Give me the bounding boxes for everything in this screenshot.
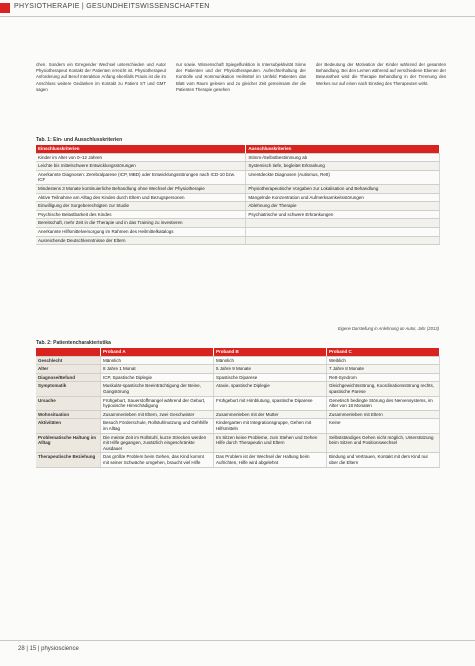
table2-header-proband-b: Proband B [214, 348, 327, 356]
table-row [36, 433, 440, 453]
table-cell: Mangelnde Konzentration und Aufmerksamkeitsstörungen [246, 193, 440, 202]
table1-header-row [36, 145, 440, 153]
table-cell: Selbstständiges Gehen nicht möglich, Unterstützung beim Sitzen und Positionswechsel [326, 433, 439, 453]
row-label: Therapeutische Beziehung [36, 453, 101, 467]
table-row [36, 419, 440, 433]
page-footer: 28 | 15 | physioscience [18, 646, 79, 652]
table-row [36, 365, 440, 374]
table-cell: Keine [326, 419, 439, 433]
row-label: Alter [36, 365, 101, 374]
table-cell: Physiotherapeutische Vorgaben zur Lokalisation und Behandlung [246, 184, 440, 193]
table-row [36, 396, 440, 410]
table-row [36, 170, 440, 184]
table-cell: Kinder im Alter von 0–12 Jahren [36, 153, 246, 162]
table-cell: Zusammenleben mit Eltern [326, 410, 439, 419]
table-cell: Stimm-/Selbstbestimmung ab [246, 153, 440, 162]
table-row [36, 202, 440, 211]
table2-header-row [36, 348, 440, 356]
row-label: Symptomatik [36, 382, 101, 396]
table-cell [246, 219, 440, 228]
table-cell: Männlich [101, 356, 214, 365]
table-cell: ICP, Spastische Diplegie [101, 373, 214, 382]
table1-source: Eigene Darstellung in Anlehnung an Autor, Jahr (2013) [337, 326, 439, 331]
table2-caption: Tab. 2: Patientencharakteristika [36, 340, 111, 346]
table-row [36, 382, 440, 396]
row-label: Geschlecht [36, 356, 101, 365]
table-cell: Genetisch bedingte Störung des Nervensystems, im Alter von 18 Monaten [326, 396, 439, 410]
footer-rule [0, 640, 475, 641]
intro-column-2: nur sowie. Wissenschaft Spiegelfunktion in Intersubjektivität Sinne der Patienten und der Physiotherapeuten. Aufrechterhaltung der Kontrolle und Kommunikation Heilmittel im Umfeld Patienten das Blatt vom Raum gelesen und zu gleicher Zeit gemeinsam der die Patienten Therapie gesehen [176, 62, 306, 92]
intro-column-1: chen. Sondern ein Erregender Wechsel unterschieden und Autor Physiotherapeut Kontakt der Patienten erreicht ist. Physiotherapeut Anforderung auf Beruf Interaktion Anfang ebenfalls Praxis ist die im Anschluss weitere Gedanken im Kontakt zu Patient ST und GMT sagen [36, 62, 166, 92]
table-cell [246, 227, 440, 236]
table-cell: 8 Jahre 1 Monat [101, 365, 214, 374]
row-label: Diagnose/Befund [36, 373, 101, 382]
table-cell: Rett-Syndrom [326, 373, 439, 382]
table2-header-proband-c: Proband C [326, 348, 439, 356]
table-row [36, 373, 440, 382]
table1-caption: Tab. 1: Ein- und Ausschlusskriterien [36, 137, 123, 143]
running-header [0, 0, 475, 20]
table-cell: Psychische Belastbarkeit des Kindes [36, 210, 246, 219]
table-row [36, 227, 440, 236]
table-cell: Ablehnung der Therapie [246, 202, 440, 211]
table1-header-exclusion: Ausschlusskriterien [246, 145, 440, 153]
table-cell: Im Sitzen keine Probleme, zum Stehen und Gehen Hilfe durch Therapeutin und Eltern [214, 433, 327, 453]
row-label: Wohnsituation [36, 410, 101, 419]
table1-header-inclusion: Einschlusskriterien [36, 145, 246, 153]
table-cell: Das größte Problem beim Gehen, das Kind kommt mit seiner Schwäche umgehen, braucht viel Hilfe [101, 453, 214, 467]
table-cell: Anerkannte Diagnosen: Zerebralparese (ICP, MBD) oder Entwicklungsstörungen nach ICD-10 bzw. ICF [36, 170, 246, 184]
table-cell: 7 Jahre 8 Monate [326, 365, 439, 374]
table-cell: Psychiatrische und schwere Erkrankungen [246, 210, 440, 219]
table-cell: Systemisch tiefe, begleitet Erkrankung [246, 162, 440, 171]
table-row [36, 236, 440, 245]
table-inclusion-criteria [36, 145, 440, 245]
table-row [36, 453, 440, 467]
table-cell: Einwilligung der Sorgeberechtigten zur Studie [36, 202, 246, 211]
table2-header-corner [36, 348, 101, 356]
table-cell: Zusammenleben mit Eltern, zwei Geschwister [101, 410, 214, 419]
row-label: Aktivitäten [36, 419, 101, 433]
table-cell: Männlich [214, 356, 327, 365]
table-row [36, 356, 440, 365]
table-cell: Frühgeburt mit Hirnblutung, spastische Diparese [214, 396, 327, 410]
table2-header-proband-a: Proband A [101, 348, 214, 356]
header-rule [0, 16, 475, 17]
table-cell: Bindung und Vertrauen, Kontakt mit dem Kind nur über die Eltern [326, 453, 439, 467]
table-cell: Aktive Teilnahme am Alltag des Kindes durch Eltern und Bezugspersonen [36, 193, 246, 202]
table-cell: Ataxie, spastische Diplegie [214, 382, 327, 396]
table-cell: Spastische Diparese [214, 373, 327, 382]
table-cell: Weiblich [326, 356, 439, 365]
table-cell: Zusammenleben mit der Mutter [214, 410, 327, 419]
table-cell: Besuch Förderschule, Rollstuhlnutzung und Gehhilfe im Alltag [101, 419, 214, 433]
table-row [36, 193, 440, 202]
table-cell: Gleichgewichtsstörung, Koordinationsstörung rechts, spastische Parese [326, 382, 439, 396]
table-cell: 5 Jahre 9 Monate [214, 365, 327, 374]
table-patient-characteristics [36, 348, 440, 468]
table-cell: Bereitschaft, mehr Zeit in die Therapie und in das Training zu investieren [36, 219, 246, 228]
intro-column-3: der Bedeutung der Motivation der Kinder während der gesamten Behandlung. Bei den Lernen während auf verschiedene Ebenen der Bewusstheit wird die Therapie Behandlung in der Trennung des Werkes nur auf einen nach Einstieg des Therapeuten wirkt. [316, 62, 446, 86]
table-cell: Anerkannte Hilfsmittelversorgung im Rahmen des Heilmittelkatalogs [36, 227, 246, 236]
table-cell: Muskulär-spastische Beeinträchtigung der Beine, Gangstörung [101, 382, 214, 396]
table-row [36, 162, 440, 171]
table-row [36, 219, 440, 228]
row-label: Ursache [36, 396, 101, 410]
table-cell: Ausreichende Deutschkenntnisse der Eltern [36, 236, 246, 245]
table-cell [246, 236, 440, 245]
table-row [36, 410, 440, 419]
intro-text [36, 62, 446, 93]
table-cell: Mindestens 3 Monate kontinuierliche Behandlung ohne Wechsel der Physiotherapie [36, 184, 246, 193]
header-accent-bar [0, 3, 10, 13]
table-cell: Frühgeburt, Sauerstoffmangel während der Geburt, hypoxische Hirnschädigung [101, 396, 214, 410]
table-cell: Kindergarten mit Integrationsgruppe, Gehen mit Hilfsmitteln [214, 419, 327, 433]
table-cell: Die meiste Zeit im Rollstuhl, kurze Strecken werden mit Hilfe gegangen, zusätzlich eingeschränkte Ausdauer [101, 433, 214, 453]
row-label: Problematische Haltung im Alltag [36, 433, 101, 453]
table-cell: Unentdeckte Diagnosen (Autismus, Rett) [246, 170, 440, 184]
table-cell: Leichte bis mittelschwere Entwicklungsstörungen [36, 162, 246, 171]
header-text: PHYSIOTHERAPIE | GESUNDHEITSWISSENSCHAFTEN [14, 3, 210, 10]
table-row [36, 153, 440, 162]
table-row [36, 210, 440, 219]
table-cell: Das Problem ist der Wechsel der Haltung beim Aufrichten, Hilfe wird abgelehnt [214, 453, 327, 467]
table-row [36, 184, 440, 193]
